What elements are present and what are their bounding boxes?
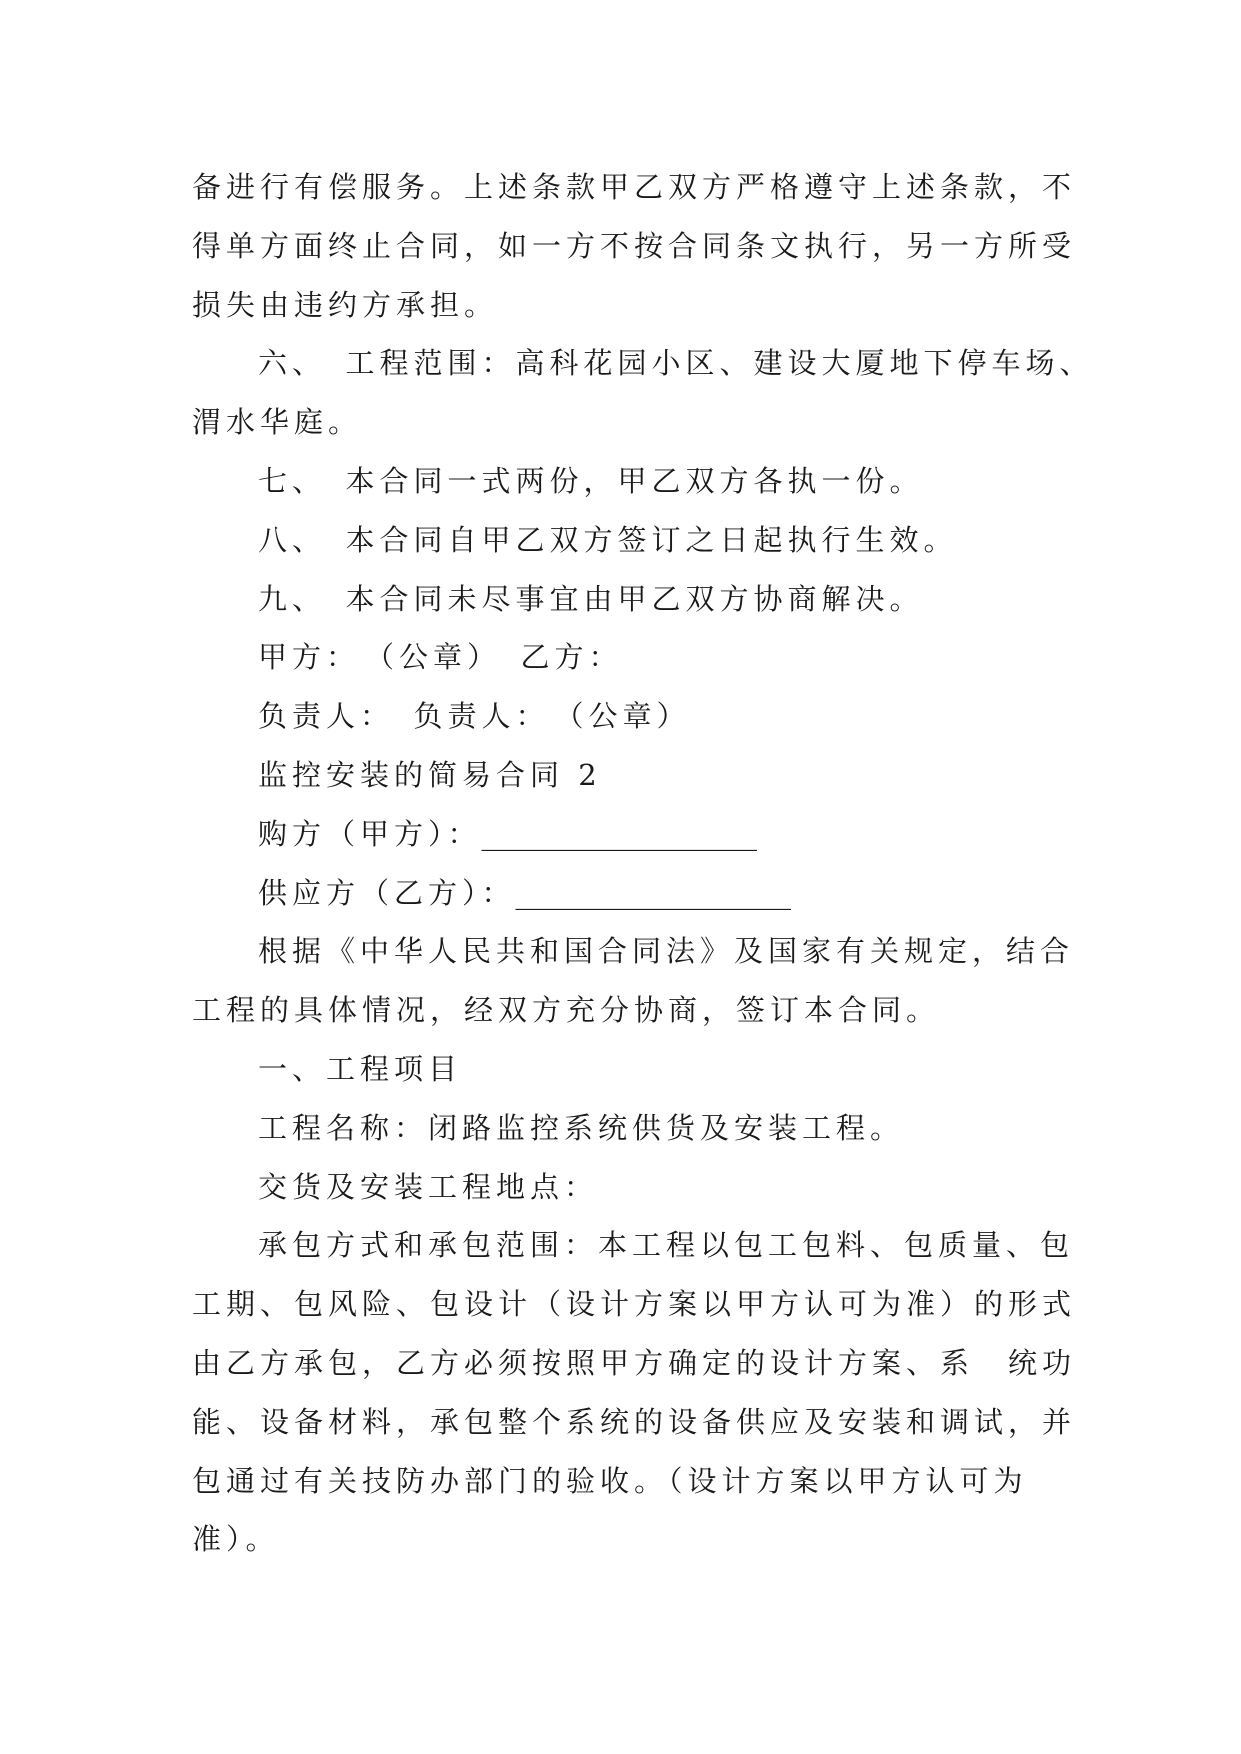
clause-six-line: 六、 工程范围：高科花园小区、建设大厦地下停车场、 bbox=[258, 346, 1094, 381]
supplier-label: 供应方（乙方）： bbox=[258, 875, 516, 910]
paragraph-line: 得单方面终止合同，如一方不按合同条文执行，另一方所受 bbox=[192, 228, 1077, 263]
paragraph-line: 根据《中华人民共和国合同法》及国家有关规定，结合 bbox=[258, 934, 1075, 969]
clause-eight-line: 八、 本合同自甲乙双方签订之日起执行生效。 bbox=[258, 522, 958, 557]
paragraph-line: 承包方式和承包范围：本工程以包工包料、包质量、包 bbox=[258, 1228, 1075, 1263]
supplier-blank: ___________________ bbox=[515, 875, 792, 910]
paragraph-line: 工期、包风险、包设计（设计方案以甲方认可为准）的形式 bbox=[192, 1287, 1077, 1322]
buyer-label: 购方（甲方）： bbox=[258, 816, 482, 851]
paragraph-line: 工程的具体情况，经双方充分协商，签订本合同。 bbox=[192, 993, 941, 1028]
paragraph-line: 备进行有偿服务。上述条款甲乙双方严格遵守上述条款，不 bbox=[192, 170, 1077, 204]
clause-nine-line: 九、 本合同未尽事宜由甲乙双方协商解决。 bbox=[258, 581, 924, 616]
paragraph-line: 由乙方承包，乙方必须按照甲方确定的设计方案、系 统功 bbox=[192, 1345, 1077, 1380]
paragraph-line: 损失由违约方承担。 bbox=[192, 287, 499, 322]
responsible-person-line: 负责人： 负责人： （公章） bbox=[258, 699, 691, 734]
supplier-line bbox=[192, 864, 1062, 923]
clause-seven-line: 七、 本合同一式两份，甲乙双方各执一份。 bbox=[258, 463, 924, 498]
project-location-line: 交货及安装工程地点： bbox=[258, 1169, 599, 1204]
buyer-blank: ___________________ bbox=[481, 816, 758, 851]
paragraph-line: 渭水华庭。 bbox=[192, 405, 363, 440]
paragraph-line: 能、设备材料，承包整个系统的设备供应及安装和调试，并 bbox=[192, 1404, 1077, 1439]
paragraph-line: 准）。 bbox=[192, 1522, 280, 1557]
section-heading: 一、工程项目 bbox=[258, 1051, 463, 1086]
party-a-signature-line: 甲方： （公章） 乙方： bbox=[258, 640, 623, 675]
project-name-line: 工程名称：闭路监控系统供货及安装工程。 bbox=[258, 1110, 905, 1145]
buyer-line bbox=[192, 805, 1062, 864]
paragraph-line: 包通过有关技防办部门的验收。（设计方案以甲方认可为 bbox=[192, 1463, 1028, 1498]
section-title: 监控安装的简易合同 2 bbox=[258, 757, 602, 792]
contract-text bbox=[192, 158, 1094, 1569]
